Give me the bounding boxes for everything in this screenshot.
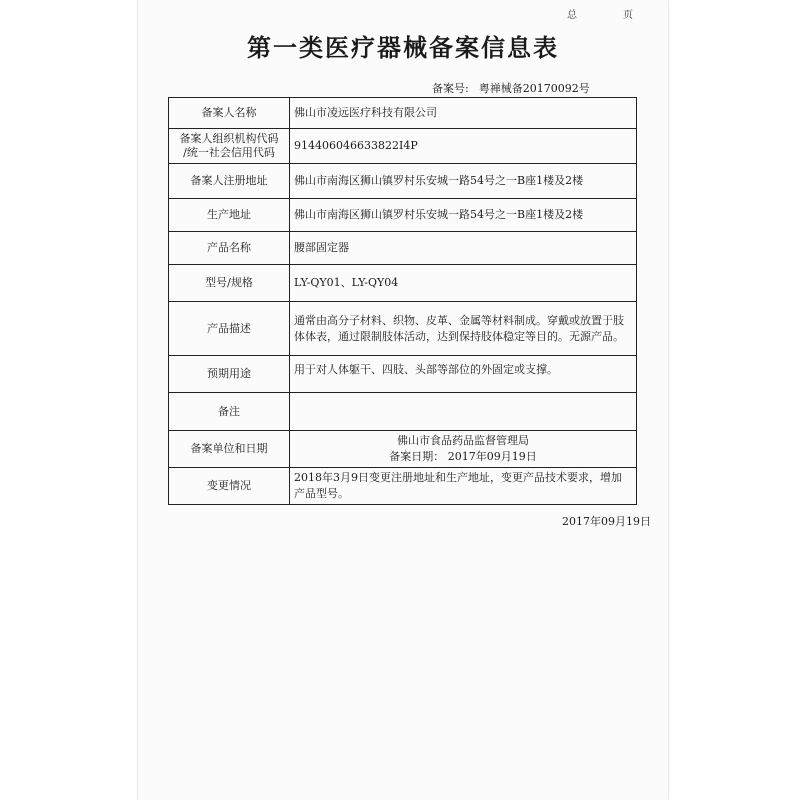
row-value bbox=[290, 393, 637, 431]
table-row bbox=[169, 468, 637, 505]
table-row bbox=[169, 393, 637, 431]
row-key: 备注 bbox=[169, 393, 290, 431]
filing-number bbox=[432, 80, 590, 96]
row-value-line: 佛山市食品药品监督管理局 bbox=[397, 434, 529, 447]
row-key bbox=[169, 129, 290, 164]
row-key-line: /统一社会信用代码 bbox=[183, 146, 275, 159]
row-key: 产品名称 bbox=[169, 232, 290, 265]
row-value: 佛山市南海区狮山镇罗村乐安城一路54号之一B座1楼及2楼 bbox=[290, 164, 637, 199]
table-row bbox=[169, 302, 637, 356]
row-value: 用于对人体躯干、四肢、头部等部位的外固定或支撑。 bbox=[290, 356, 637, 393]
table-row bbox=[169, 232, 637, 265]
row-value: LY-QY01、LY-QY04 bbox=[290, 265, 637, 302]
row-value-line: 备案日期： 2017年09月19日 bbox=[389, 450, 537, 463]
table-row bbox=[169, 199, 637, 232]
document-title: 第一类医疗器械备案信息表 bbox=[247, 34, 559, 62]
row-value: 佛山市凌远医疗科技有限公司 bbox=[290, 98, 637, 129]
total-label: 总 bbox=[567, 10, 579, 21]
row-key: 备案人名称 bbox=[169, 98, 290, 129]
row-key: 生产地址 bbox=[169, 199, 290, 232]
row-key: 变更情况 bbox=[169, 468, 290, 505]
row-key-line: 备案人组织机构代码 bbox=[179, 132, 279, 145]
row-key: 型号/规格 bbox=[169, 265, 290, 302]
row-value: 腰部固定器 bbox=[290, 232, 637, 265]
filing-number-value: 粤禅械备20170092号 bbox=[478, 82, 590, 95]
filing-number-label: 备案号: bbox=[432, 82, 469, 95]
table-row bbox=[169, 164, 637, 199]
info-table bbox=[168, 97, 637, 505]
page-label: 页 bbox=[623, 10, 635, 21]
row-key: 备案单位和日期 bbox=[169, 431, 290, 468]
table-row bbox=[169, 98, 637, 129]
row-value: 通常由高分子材料、织物、皮革、金属等材料制成。穿戴或放置于肢体体表，通过限制肢体活动，达到保持肢体稳定等目的。无源产品。 bbox=[290, 302, 637, 356]
table-row bbox=[169, 431, 637, 468]
row-key: 产品描述 bbox=[169, 302, 290, 356]
bottom-date: 2017年09月19日 bbox=[562, 515, 651, 528]
row-value bbox=[290, 431, 637, 468]
table-row bbox=[169, 129, 637, 164]
table-row bbox=[169, 265, 637, 302]
row-key: 备案人注册地址 bbox=[169, 164, 290, 199]
row-value: 914406046633822I4P bbox=[290, 129, 637, 164]
table-row bbox=[169, 356, 637, 393]
row-value: 2018年3月9日变更注册地址和生产地址，变更产品技术要求，增加产品型号。 bbox=[290, 468, 637, 505]
row-value: 佛山市南海区狮山镇罗村乐安城一路54号之一B座1楼及2楼 bbox=[290, 199, 637, 232]
page-count-header bbox=[567, 6, 635, 21]
row-key: 预期用途 bbox=[169, 356, 290, 393]
